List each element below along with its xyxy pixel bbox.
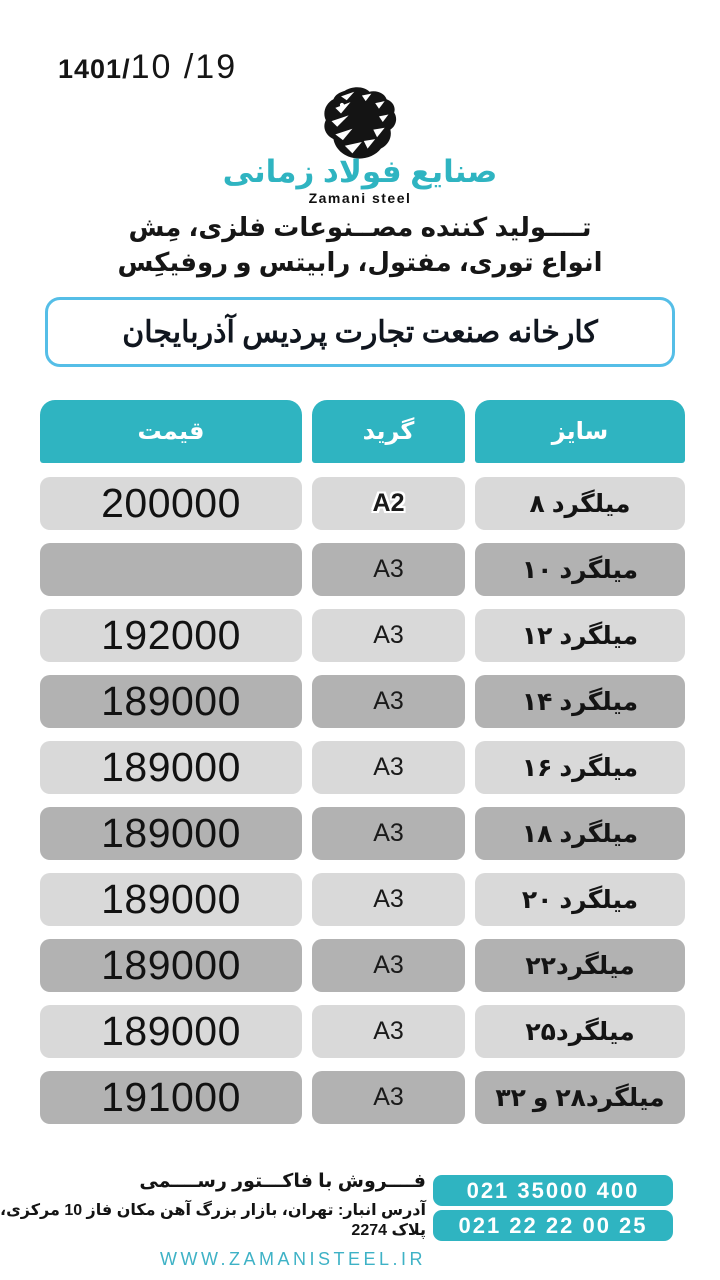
size-cell: میلگرد ۸: [475, 477, 685, 530]
size-cell: میلگرد ۱۰: [475, 543, 685, 596]
table-row: [40, 543, 685, 596]
grade-cell: A3: [312, 609, 465, 662]
grade-cell: A3: [312, 543, 465, 596]
size-cell: میلگرد۲۵: [475, 1005, 685, 1058]
logo-subtitle: Zamani steel: [308, 190, 412, 207]
header-price: قیمت: [40, 400, 302, 463]
grade-cell: A2: [312, 477, 465, 530]
price-cell: 189000: [40, 807, 302, 860]
grade-cell: A3: [312, 1071, 465, 1124]
website-url: WWW.ZAMANISTEEL.IR: [159, 1249, 426, 1269]
table-row: [40, 807, 685, 860]
sale-note: فــــروش با فاکـــتور رســــمی: [139, 1171, 426, 1192]
table-row: [40, 873, 685, 926]
size-cell: میلگرد ۱۲: [475, 609, 685, 662]
price-cell: [40, 543, 302, 596]
table-row: [40, 477, 685, 530]
footer-info: [0, 1170, 426, 1270]
grade-cell: A3: [312, 873, 465, 926]
size-cell: میلگرد ۱۸: [475, 807, 685, 860]
header-size: سایز: [475, 400, 685, 463]
phone-number-2: 021 22 22 00 25: [433, 1210, 673, 1241]
grade-cell: A3: [312, 675, 465, 728]
warehouse-address: آدرس انبار: تهران، بازار بزرگ آهن مکان فاز 10 مرکزی، پلاک 2274: [0, 1202, 426, 1239]
price-cell: 189000: [40, 1005, 302, 1058]
size-cell: میلگرد ۱۶: [475, 741, 685, 794]
table-row: [40, 675, 685, 728]
price-table: [40, 400, 685, 1137]
size-cell: میلگرد۲۲: [475, 939, 685, 992]
table-row: [40, 1071, 685, 1124]
table-row: [40, 741, 685, 794]
date-month-day: 10 /19: [130, 48, 238, 86]
date-year: 1401/: [58, 54, 131, 84]
date: [58, 48, 237, 87]
tagline-line2: انواع توری، مفتول، رابیتس و روفیکِس: [117, 247, 603, 277]
size-cell: میلگرد۲۸ و ۳۲: [475, 1071, 685, 1124]
table-row: [40, 609, 685, 662]
table-row: [40, 939, 685, 992]
grade-cell: A3: [312, 741, 465, 794]
size-cell: میلگرد ۱۴: [475, 675, 685, 728]
price-cell: 189000: [40, 675, 302, 728]
price-cell: 189000: [40, 939, 302, 992]
grade-cell: A3: [312, 939, 465, 992]
factory-title-box: [45, 297, 675, 367]
logo-wordmark: صنایع فولاد زمانی: [222, 154, 498, 189]
table-header-row: [40, 400, 685, 463]
phone-numbers: [433, 1175, 673, 1245]
size-cell: میلگرد ۲۰: [475, 873, 685, 926]
factory-title: کارخانه صنعت تجارت پردیس آذربایجان: [122, 315, 598, 349]
price-cell: 189000: [40, 741, 302, 794]
tagline: [0, 210, 720, 280]
header-grade: گرید: [312, 400, 465, 463]
tagline-line1: تــــولید کننده مصــنوعات فلزی، مِش: [128, 212, 592, 242]
price-cell: 191000: [40, 1071, 302, 1124]
grade-cell: A3: [312, 807, 465, 860]
price-cell: 200000: [40, 477, 302, 530]
phone-number-1: 021 35000 400: [433, 1175, 673, 1206]
logo: [0, 86, 720, 206]
grade-cell: A3: [312, 1005, 465, 1058]
price-cell: 189000: [40, 873, 302, 926]
table-row: [40, 1005, 685, 1058]
price-cell: 192000: [40, 609, 302, 662]
